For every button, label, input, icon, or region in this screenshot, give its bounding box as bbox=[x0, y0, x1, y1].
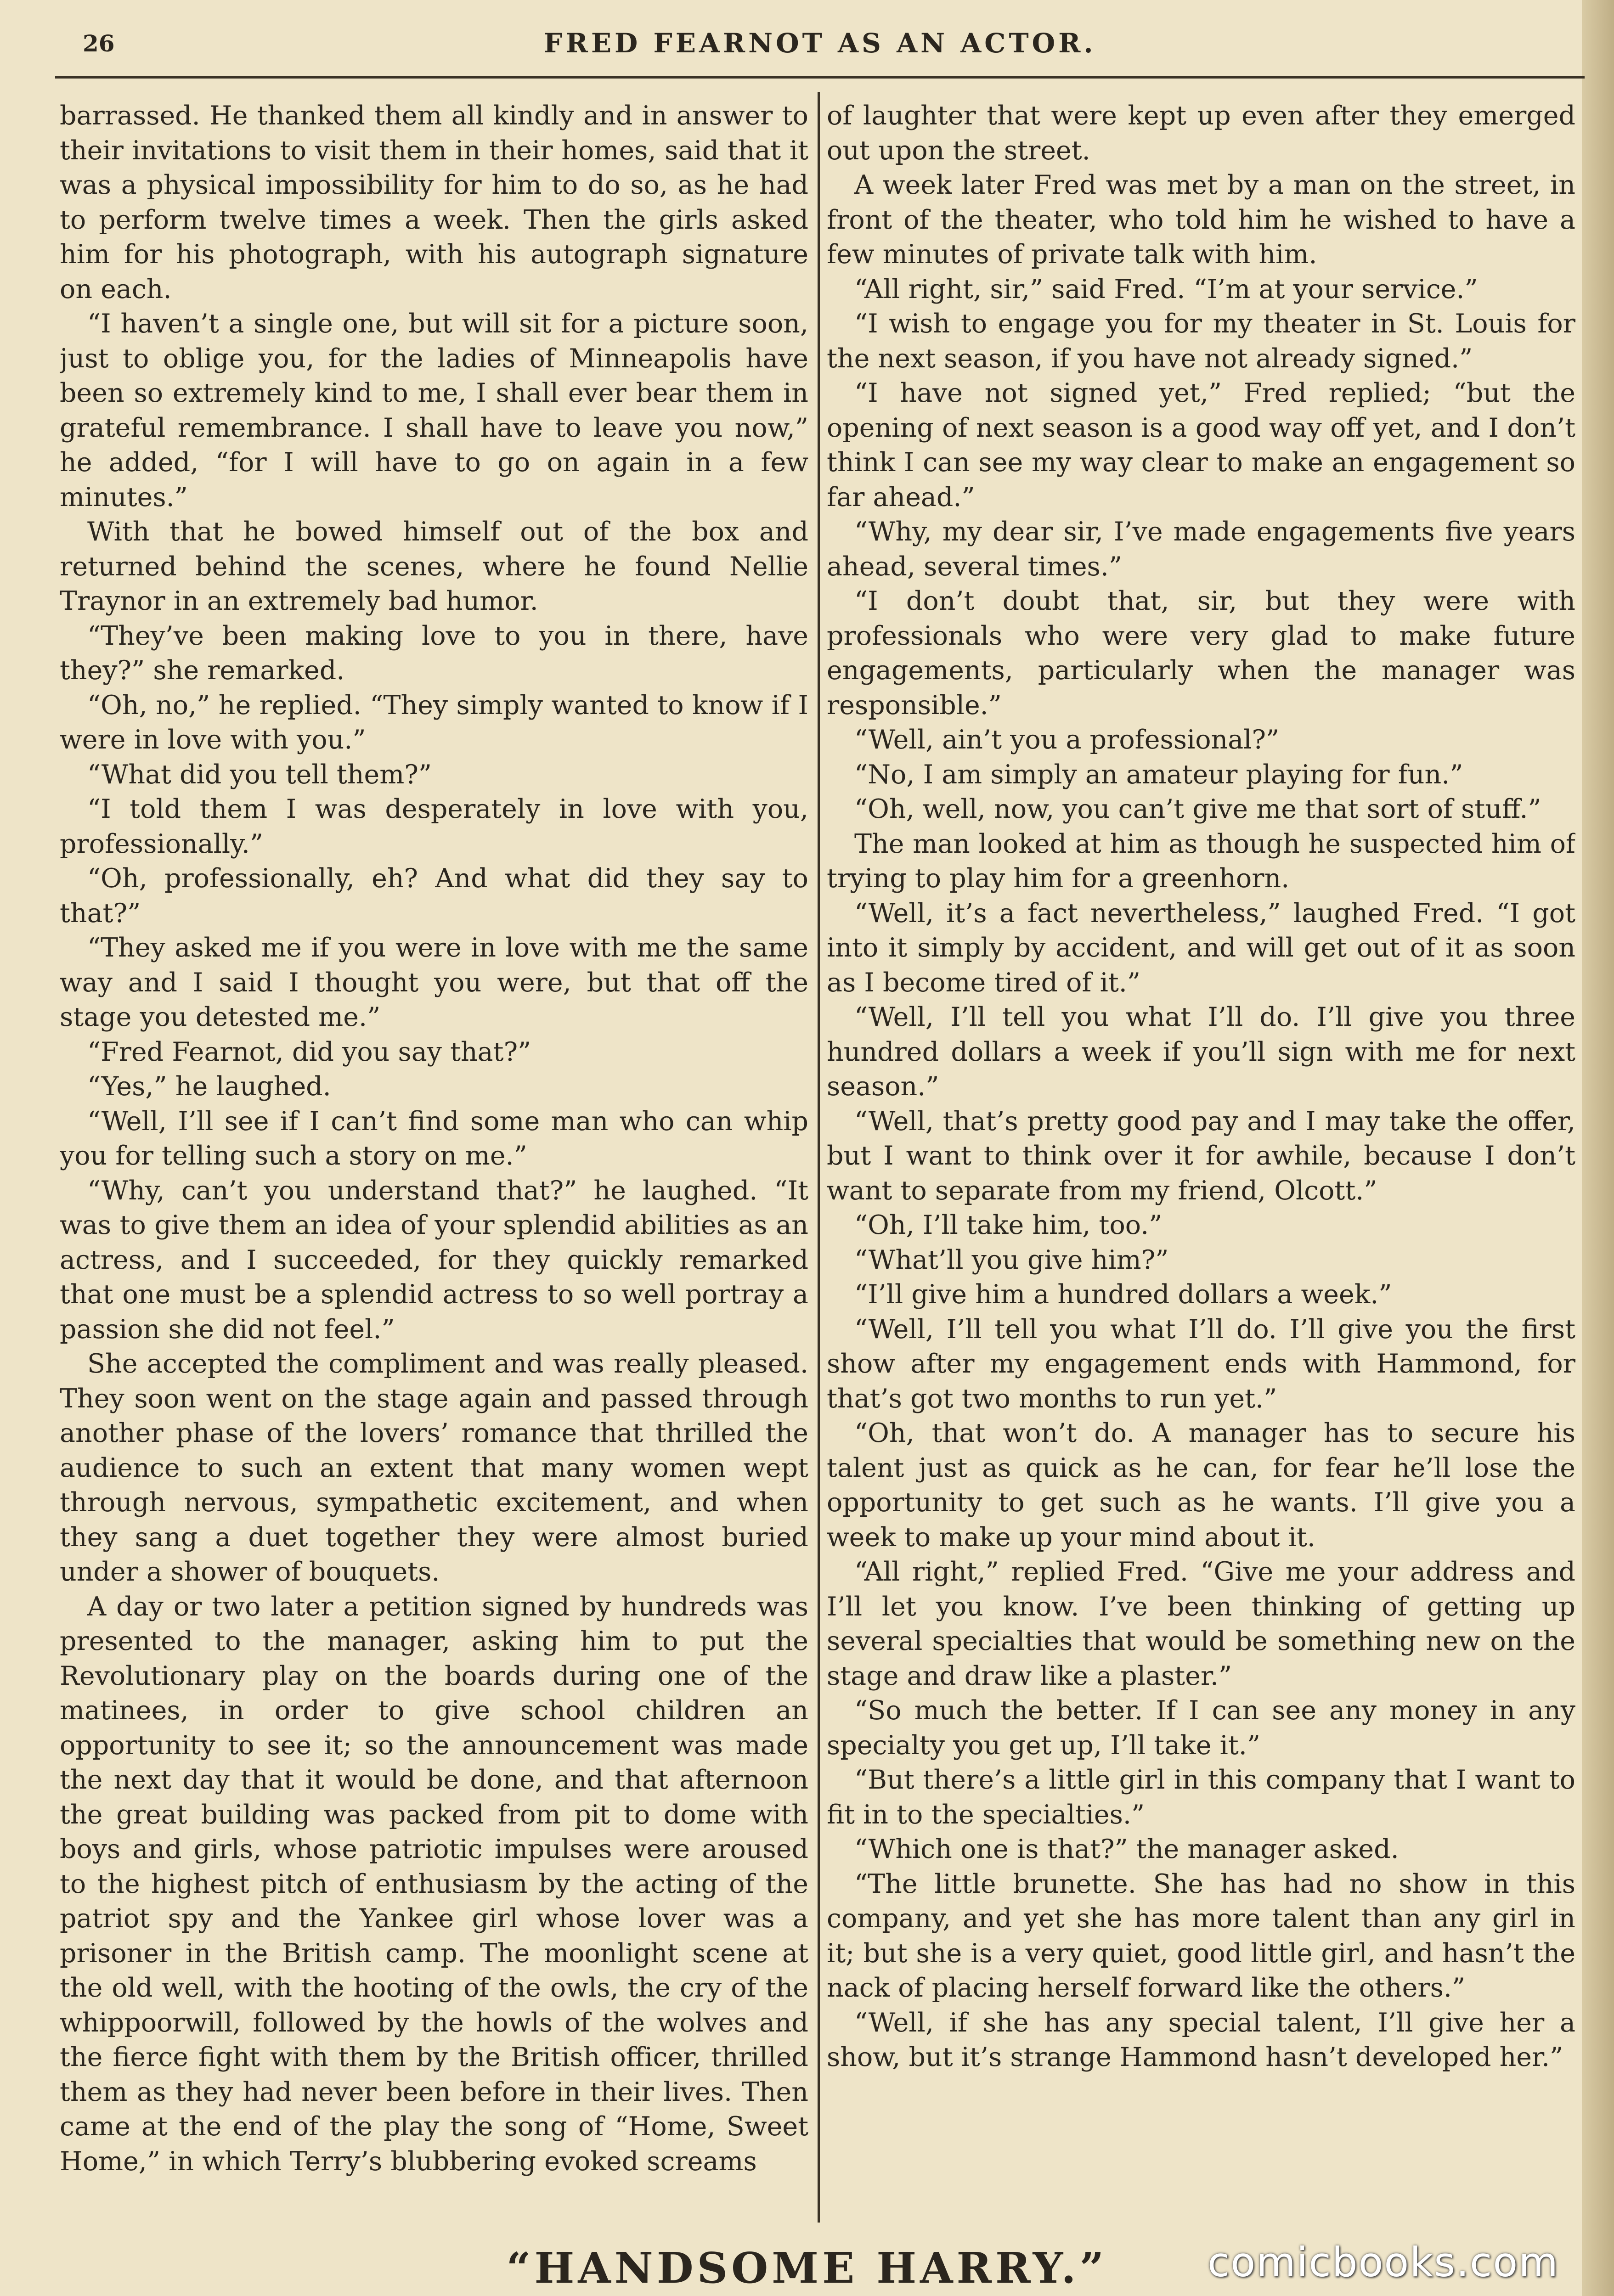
paragraph: “Oh, that won’t do. A manager has to secure his talent just as quick as he can, for fear he’ll lose the opportunity to get such as he wants. I’ll give you a week to make up your mind about it. bbox=[827, 1418, 1575, 1553]
paragraph: She accepted the compliment and was really pleased. They soon went on the stage again and passed through another phase of the lovers’ romance that thrilled the audience to such an extent that many women wept through nervous, sympathetic excitement, and when they sang a duet together they were almost buried under a shower of bouquets. bbox=[60, 1349, 808, 1587]
paragraph: “No, I am simply an amateur playing for fun.” bbox=[854, 759, 1463, 790]
paragraph: “Oh, professionally, eh? And what did they say to that?” bbox=[60, 863, 808, 929]
watermark: comicbooks.com bbox=[1207, 2239, 1559, 2286]
paragraph: “Why, can’t you understand that?” he laughed. “It was to give them an idea of your splendid abilities as an actress, and I succeeded, for they quickly remarked that one must be a splendid actress to so well portray a passion she did not feel.” bbox=[60, 1175, 808, 1345]
paragraph: “Well, I’ll tell you what I’ll do. I’ll give you the first show after my engagement ends with Hammond, for that’s got two months to run yet.” bbox=[827, 1314, 1575, 1414]
paragraph: “Well, I’ll see if I can’t find some man who can whip you for telling such a story on me.” bbox=[60, 1106, 808, 1171]
paragraph: “All right,” replied Fred. “Give me your address and I’ll let you know. I’ve been thinking of getting up several specialties that would be something new on the stage and draw like a plaster.” bbox=[827, 1557, 1575, 1691]
paragraph: “But there’s a little girl in this company that I want to fit in to the specialties.” bbox=[827, 1765, 1575, 1830]
paragraph: “I don’t doubt that, sir, but they were with professionals who were very glad to make future engagements, particularly when the manager was responsible.” bbox=[827, 586, 1575, 720]
paragraph: barrassed. He thanked them all kindly and in answer to their invitations to visit them in their homes, said that it was a physical impossibility for him to do so, as he had to perform twelve times a week. Then the girls asked him for his photograph, with his autograph signature on each. bbox=[60, 101, 808, 304]
paragraph: “Well, it’s a fact nevertheless,” laughed Fred. “I got into it simply by accident, and will get out of it as soon as I become tired of it.” bbox=[827, 898, 1575, 998]
paragraph: “Why, my dear sir, I’ve made engagements five years ahead, several times.” bbox=[827, 517, 1575, 582]
running-title: FRED FEARNOT AS AN ACTOR. bbox=[543, 28, 1096, 59]
paragraph: “I have not signed yet,” Fred replied; “but the opening of next season is a good way off yet, and I don’t think I can see my way clear to make an engagement so far ahead.” bbox=[827, 378, 1575, 512]
paragraph: “Oh, I’ll take him, too.” bbox=[854, 1210, 1163, 1240]
paragraph: “I told them I was desperately in love with you, professionally.” bbox=[60, 794, 808, 859]
page-header bbox=[55, 25, 1585, 76]
paragraph: “They asked me if you were in love with me the same way and I said I thought you were, but that off the stage you detested me.” bbox=[60, 933, 808, 1032]
paragraph: “Fred Fearnot, did you say that?” bbox=[87, 1036, 531, 1067]
paragraph: “All right, sir,” said Fred. “I’m at your service.” bbox=[854, 274, 1478, 304]
paragraph: “Oh, well, now, you can’t give me that sort of stuff.” bbox=[854, 794, 1541, 824]
paragraph: “I wish to engage you for my theater in St. Louis for the next season, if you have not already signed.” bbox=[827, 309, 1575, 374]
paragraph: “I’ll give him a hundred dollars a week.” bbox=[854, 1279, 1392, 1310]
paragraph: The man looked at him as though he suspected him of trying to play him for a greenhorn. bbox=[827, 828, 1575, 894]
right-column bbox=[827, 99, 1575, 2193]
paragraph: “Well, ain’t you a professional?” bbox=[854, 725, 1280, 755]
paragraph: “Well, if she has any special talent, I’ll give her a show, but it’s strange Hammond hasn’t developed her.” bbox=[827, 2007, 1575, 2072]
paragraph: “What’ll you give him?” bbox=[854, 1244, 1169, 1275]
paragraph: A day or two later a petition signed by hundreds was presented to the manager, asking him to put the Revolutionary play on the boards during one of the matinees, in order to give school children an opportunity to see it; so the announcement was made the next day that it would be done, and that afternoon the great building was packed from pit to dome with boys and girls, whose patriotic impulses were aroused to the highest pitch of enthusiasm by the acting of the patriot spy and the Yankee girl whose lover was a prisoner in the British camp. The moonlight scene at the old well, with the hooting of the owls, the cry of the whippoorwill, followed by the howls of the wolves and the fierce fight with them by the British officer, thrilled them as they had never been before in their lives. Then came at the end of the play the song of “Home, Sweet Home,” in which Terry’s blubbering evoked screams bbox=[60, 1591, 808, 2177]
paragraph: “Well, that’s pretty good pay and I may take the offer, but I want to think over it for awhile, because I don’t want to separate from my friend, Olcott.” bbox=[827, 1106, 1575, 1206]
column-divider bbox=[818, 92, 820, 2223]
paragraph: “So much the better. If I can see any money in any specialty you get up, I’ll take it.” bbox=[827, 1695, 1575, 1761]
page-number: 26 bbox=[83, 30, 115, 57]
paragraph: “Yes,” he laughed. bbox=[87, 1071, 331, 1102]
page-spine-shadow bbox=[1582, 0, 1614, 2296]
paragraph: “Which one is that?” the manager asked. bbox=[854, 1834, 1399, 1864]
paragraph: A week later Fred was met by a man on the street, in front of the theater, who told him he wished to have a few minutes of private talk with him. bbox=[827, 170, 1575, 270]
footer-title: “HANDSOME HARRY.” bbox=[506, 2243, 1108, 2293]
paragraph: of laughter that were kept up even after they emerged out upon the street. bbox=[827, 101, 1575, 166]
paragraph: “Well, I’ll tell you what I’ll do. I’ll give you three hundred dollars a week if you’ll sign with me for next season.” bbox=[827, 1002, 1575, 1102]
paragraph: “I haven’t a single one, but will sit for a picture soon, just to oblige you, for the ladies of Minneapolis have been so extremely kind to me, I shall ever bear them in grateful remembrance. I shall have to leave you now,” he added, “for I will have to go on again in a few minutes.” bbox=[60, 309, 808, 512]
paragraph: “What did you tell them?” bbox=[87, 759, 432, 790]
left-column bbox=[60, 99, 808, 2193]
paragraph: “The little brunette. She has had no show in this company, and yet she has more talent than any girl in it; but she is a very quiet, good little girl, and hasn’t the nack of placing herself forward like the others.” bbox=[827, 1868, 1575, 2003]
paragraph: “Oh, no,” he replied. “They simply wanted to know if I were in love with you.” bbox=[60, 690, 808, 755]
paragraph: “They’ve been making love to you in there, have they?” she remarked. bbox=[60, 620, 808, 686]
header-rule bbox=[55, 76, 1585, 79]
paragraph: With that he bowed himself out of the box and returned behind the scenes, where he found Nellie Traynor in an extremely bad humor. bbox=[60, 517, 808, 616]
